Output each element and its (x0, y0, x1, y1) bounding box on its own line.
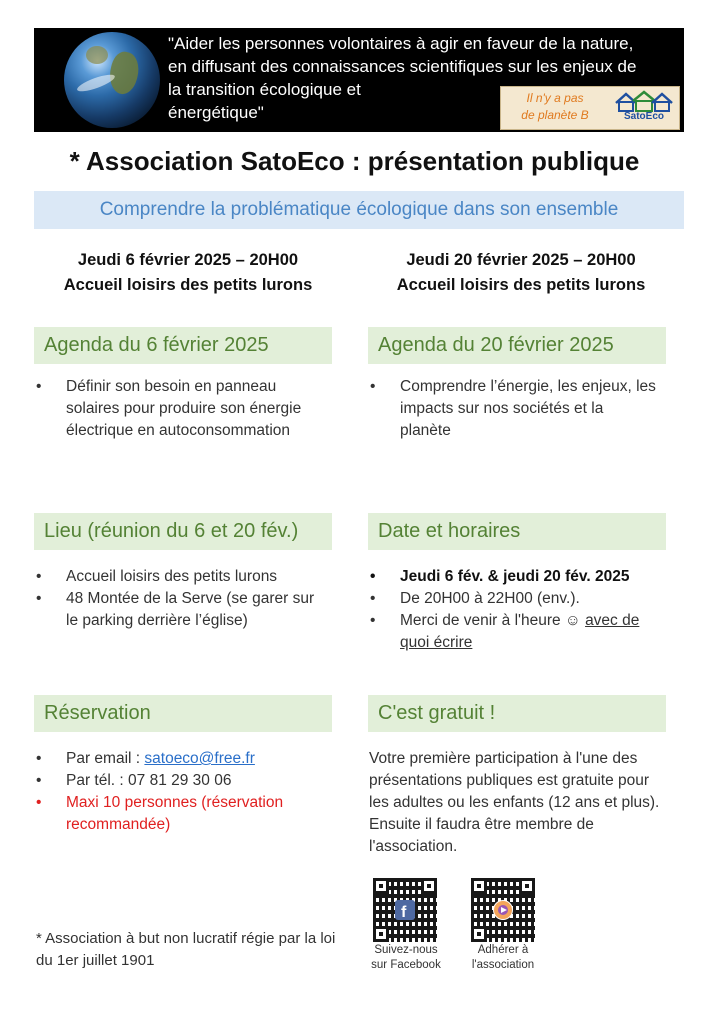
list-item: • Par tél. : 07 81 29 30 06 (34, 770, 324, 792)
lieu-heading: Lieu (réunion du 6 et 20 fév.) (34, 513, 332, 550)
horaires-list (368, 566, 660, 654)
slogan-badge (500, 86, 680, 130)
subtitle-bar (34, 191, 684, 229)
page-title: * Association SatoEco : présentation publique (69, 146, 640, 176)
mission-quote: "Aider les personnes volontaires à agir en faveur de la nature, en diffusant des connaissances scientifiques sur les enjeux de la transition écologique et énergétique" (168, 34, 637, 122)
subtitle: Comprendre la problématique écologique dans son ensemble (99, 199, 619, 220)
agenda1-heading: Agenda du 6 février 2025 (34, 327, 332, 364)
gratuit-text: Votre première participation à l'une des présentations publiques est gratuite pour les adultes ou les enfants (12 ans et plus). Ensuite il faudra être membre de l'association. (369, 750, 660, 855)
agenda2-list (368, 376, 658, 442)
agenda2-heading: Agenda du 20 février 2025 (368, 327, 666, 364)
footnote: * Association à but non lucratif régie par la loi du 1er juillet 1901 (36, 930, 336, 969)
event-1: Jeudi 6 février 2025 – 20H00 Accueil loisirs des petits lurons (63, 251, 313, 294)
list-item: • Comprendre l’énergie, les enjeux, les impacts sur nos sociétés et la planète (368, 376, 658, 442)
email-link[interactable]: satoeco@free.fr (144, 750, 255, 767)
membership-qr-code[interactable] (471, 878, 535, 942)
facebook-icon (395, 900, 415, 920)
earth-image (64, 32, 160, 128)
list-item: • 48 Montée de la Serve (se garer sur le parking derrière l’église) (34, 588, 324, 632)
list-item: • Merci de venir à l'heure ☺ avec de quoi écrire (368, 610, 660, 654)
gratuit-heading: C'est gratuit ! (368, 695, 666, 732)
header-banner (34, 28, 684, 132)
event-2: Jeudi 20 février 2025 – 20H00 Accueil loisirs des petits lurons (396, 251, 646, 294)
facebook-qr-caption: Suivez-nous sur Facebook (371, 944, 441, 971)
agenda1-list (34, 376, 324, 442)
slogan-text: Il n'y a pas de planète B (521, 91, 589, 122)
helloasso-icon (493, 900, 513, 920)
list-item: • Par email : satoeco@free.fr (34, 748, 324, 770)
horaires-heading: Date et horaires (368, 513, 666, 550)
houses-icon (613, 89, 675, 113)
list-item: • De 20H00 à 22H00 (env.). (368, 588, 660, 610)
reservation-list (34, 748, 324, 836)
list-item: • Définir son besoin en panneau solaires pour produire son énergie électrique en autoconsommation (34, 376, 324, 442)
list-item: • Maxi 10 personnes (réservation recommandée) (34, 792, 324, 836)
list-item: • Jeudi 6 fév. & jeudi 20 fév. 2025 (368, 566, 660, 588)
lieu-list (34, 566, 324, 632)
satoeco-logo: SatoEco (613, 89, 675, 127)
reservation-heading: Réservation (34, 695, 332, 732)
facebook-qr-code[interactable] (373, 878, 437, 942)
membership-qr-caption: Adhérer à l'association (471, 944, 535, 971)
list-item: • Accueil loisirs des petits lurons (34, 566, 324, 588)
svg-text:f: f (401, 904, 407, 920)
